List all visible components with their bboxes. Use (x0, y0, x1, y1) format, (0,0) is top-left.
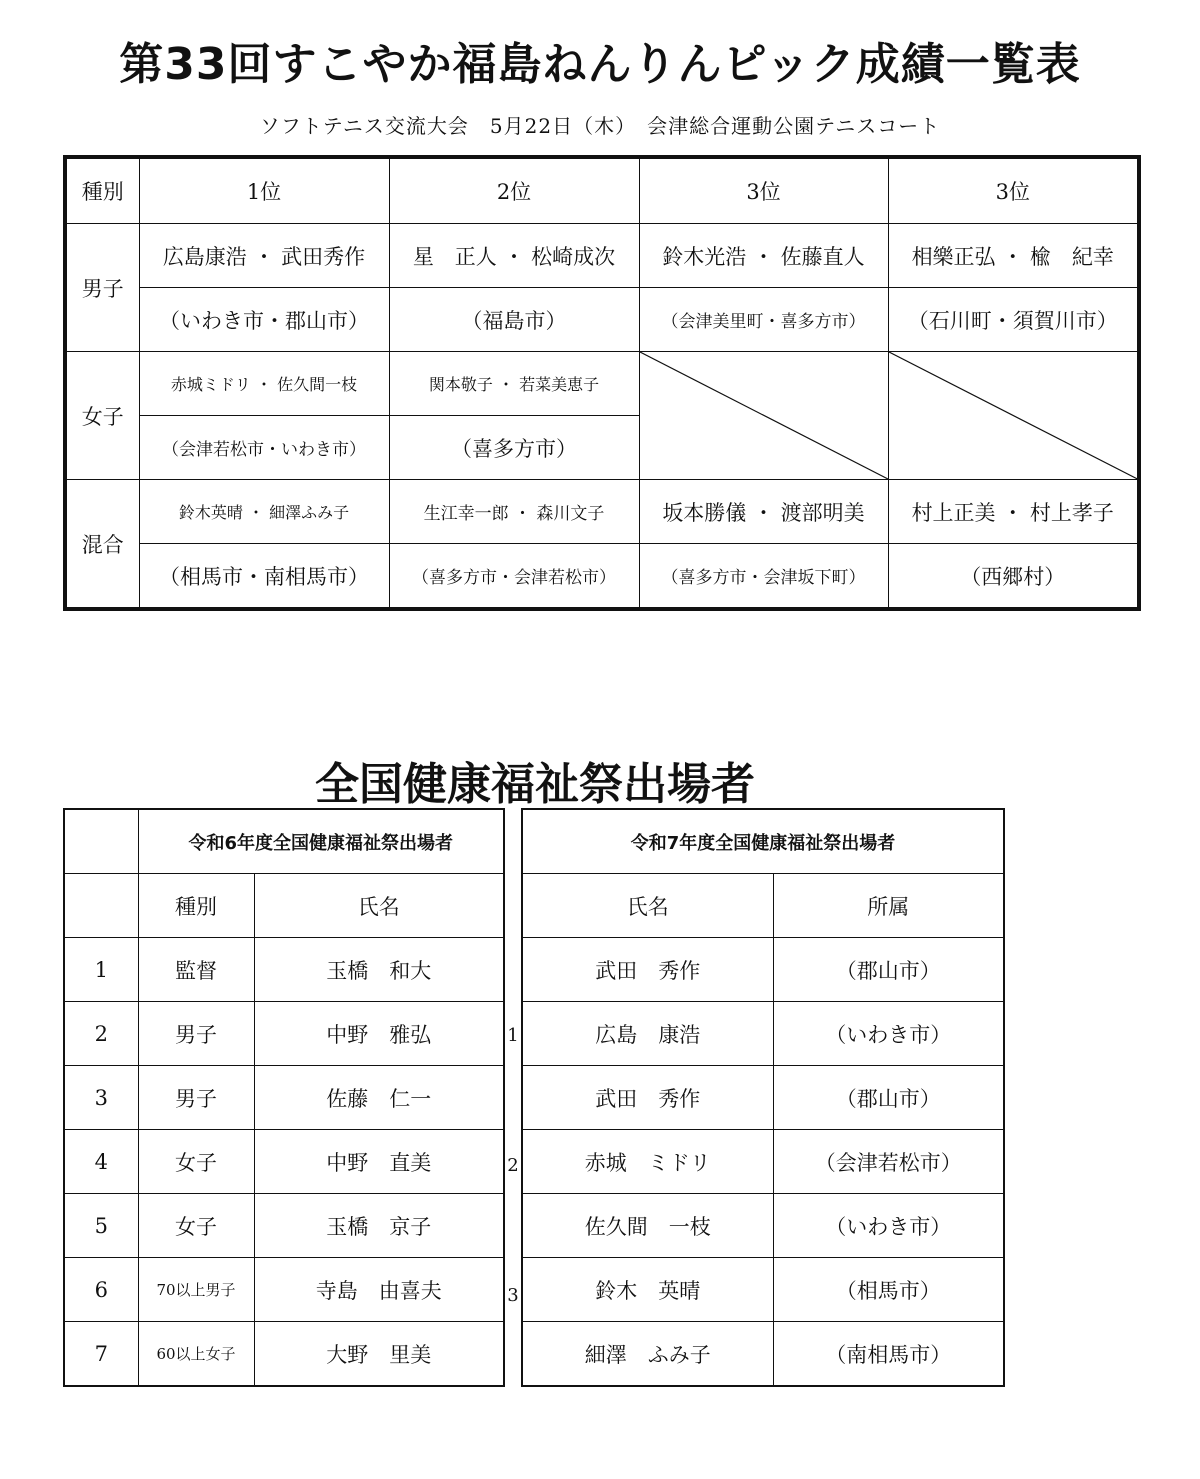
table-row (65, 352, 1139, 416)
col-affiliation: 所属 (773, 874, 1004, 938)
pair-names: 生江幸一郎 ・ 森川文子 (389, 480, 639, 544)
pair-names: 広島康浩 ・ 武田秀作 (139, 224, 389, 288)
header-1st: 1位 (139, 157, 389, 224)
category: 男子 (138, 1066, 254, 1130)
pair-number: 1 (507, 1025, 519, 1046)
category-cell: 女子 (65, 352, 139, 480)
empty-slash-cell (639, 352, 888, 480)
name: 細澤 ふみ子 (522, 1322, 773, 1387)
category: 60以上女子 (138, 1322, 254, 1387)
pair-place: （喜多方市） (389, 416, 639, 480)
table-header-row (64, 809, 504, 874)
name: 佐藤 仁一 (254, 1066, 504, 1130)
name: 寺島 由喜夫 (254, 1258, 504, 1322)
results-table (63, 155, 1141, 611)
col-name: 氏名 (254, 874, 504, 938)
table-header-row (522, 874, 1004, 938)
name: 玉橋 京子 (254, 1194, 504, 1258)
pair-place: （石川町・須賀川市） (888, 288, 1139, 352)
header-3rd: 3位 (639, 157, 888, 224)
pair-place: （喜多方市・会津坂下町） (639, 544, 888, 610)
pair-names: 星 正人 ・ 松崎成次 (389, 224, 639, 288)
table-row (64, 1322, 504, 1387)
r6-participants-table (63, 808, 505, 1387)
affiliation: （会津若松市） (773, 1130, 1004, 1194)
affiliation: （いわき市） (773, 1194, 1004, 1258)
table-row (64, 1130, 504, 1194)
row-number: 3 (64, 1066, 138, 1130)
table-row (64, 1002, 504, 1066)
row-number: 6 (64, 1258, 138, 1322)
category: 男子 (138, 1002, 254, 1066)
header-3rd-b: 3位 (888, 157, 1139, 224)
event-subtitle: ソフトテニス交流大会 5月22日（木） 会津総合運動公園テニスコート (259, 114, 941, 138)
pair-names: 坂本勝儀 ・ 渡部明美 (639, 480, 888, 544)
table-row (522, 1258, 1004, 1322)
blank-cell (64, 809, 138, 874)
table-row (522, 1322, 1004, 1387)
table-row (64, 938, 504, 1002)
empty-slash-cell (888, 352, 1139, 480)
table-row (65, 288, 1139, 352)
name: 大野 里美 (254, 1322, 504, 1387)
pair-place: （会津若松市・いわき市） (139, 416, 389, 480)
r7-header: 令和7年度全国健康福祉祭出場者 (522, 809, 1004, 874)
table-row (522, 1066, 1004, 1130)
category: 70以上男子 (138, 1258, 254, 1322)
results-header-row (65, 157, 1139, 224)
affiliation: （いわき市） (773, 1002, 1004, 1066)
category-cell: 男子 (65, 224, 139, 352)
row-number: 4 (64, 1130, 138, 1194)
category: 女子 (138, 1130, 254, 1194)
page-title: 第33回すこやか福島ねんりんピック成績一覧表 (119, 39, 1081, 90)
table-header-row (522, 809, 1004, 874)
affiliation: （郡山市） (773, 1066, 1004, 1130)
affiliation: （南相馬市） (773, 1322, 1004, 1387)
row-number: 7 (64, 1322, 138, 1387)
pair-names: 赤城ミドリ ・ 佐久間一枝 (139, 352, 389, 416)
row-number: 2 (64, 1002, 138, 1066)
name: 佐久間 一枝 (522, 1194, 773, 1258)
blank-cell (64, 874, 138, 938)
r7-participants-table (521, 808, 1005, 1387)
category-cell: 混合 (65, 480, 139, 610)
pair-place: （相馬市・南相馬市） (139, 544, 389, 610)
pair-names: 鈴木英晴 ・ 細澤ふみ子 (139, 480, 389, 544)
pair-names: 関本敬子 ・ 若菜美恵子 (389, 352, 639, 416)
name: 広島 康浩 (522, 1002, 773, 1066)
pair-names: 鈴木光浩 ・ 佐藤直人 (639, 224, 888, 288)
table-row (522, 938, 1004, 1002)
pair-names: 相樂正弘 ・ 楡 紀幸 (888, 224, 1139, 288)
r6-header: 令和6年度全国健康福祉祭出場者 (138, 809, 504, 874)
diagonal-line (640, 352, 888, 479)
pair-names: 村上正美 ・ 村上孝子 (888, 480, 1139, 544)
table-row (522, 1002, 1004, 1066)
name: 赤城 ミドリ (522, 1130, 773, 1194)
table-row (65, 224, 1139, 288)
table-row (522, 1194, 1004, 1258)
affiliation: （相馬市） (773, 1258, 1004, 1322)
header-category: 種別 (65, 157, 139, 224)
category: 女子 (138, 1194, 254, 1258)
table-row (522, 1130, 1004, 1194)
table-row (64, 1258, 504, 1322)
col-name: 氏名 (522, 874, 773, 938)
pair-place: （喜多方市・会津若松市） (389, 544, 639, 610)
name: 中野 雅弘 (254, 1002, 504, 1066)
name: 中野 直美 (254, 1130, 504, 1194)
table-header-row (64, 874, 504, 938)
section-title: 全国健康福祉祭出場者 (315, 759, 755, 810)
table-row (64, 1194, 504, 1258)
row-number: 5 (64, 1194, 138, 1258)
table-row (65, 480, 1139, 544)
affiliation: （郡山市） (773, 938, 1004, 1002)
name: 武田 秀作 (522, 1066, 773, 1130)
pair-number: 3 (507, 1285, 519, 1306)
category: 監督 (138, 938, 254, 1002)
pair-number: 2 (507, 1155, 519, 1176)
table-row (65, 544, 1139, 610)
name: 玉橋 和大 (254, 938, 504, 1002)
pair-place: （福島市） (389, 288, 639, 352)
header-2nd: 2位 (389, 157, 639, 224)
name: 武田 秀作 (522, 938, 773, 1002)
pair-place: （いわき市・郡山市） (139, 288, 389, 352)
row-number: 1 (64, 938, 138, 1002)
col-category: 種別 (138, 874, 254, 938)
pair-place: （会津美里町・喜多方市） (639, 288, 888, 352)
name: 鈴木 英晴 (522, 1258, 773, 1322)
table-row (64, 1066, 504, 1130)
pair-place: （西郷村） (888, 544, 1139, 610)
diagonal-line (889, 352, 1138, 479)
